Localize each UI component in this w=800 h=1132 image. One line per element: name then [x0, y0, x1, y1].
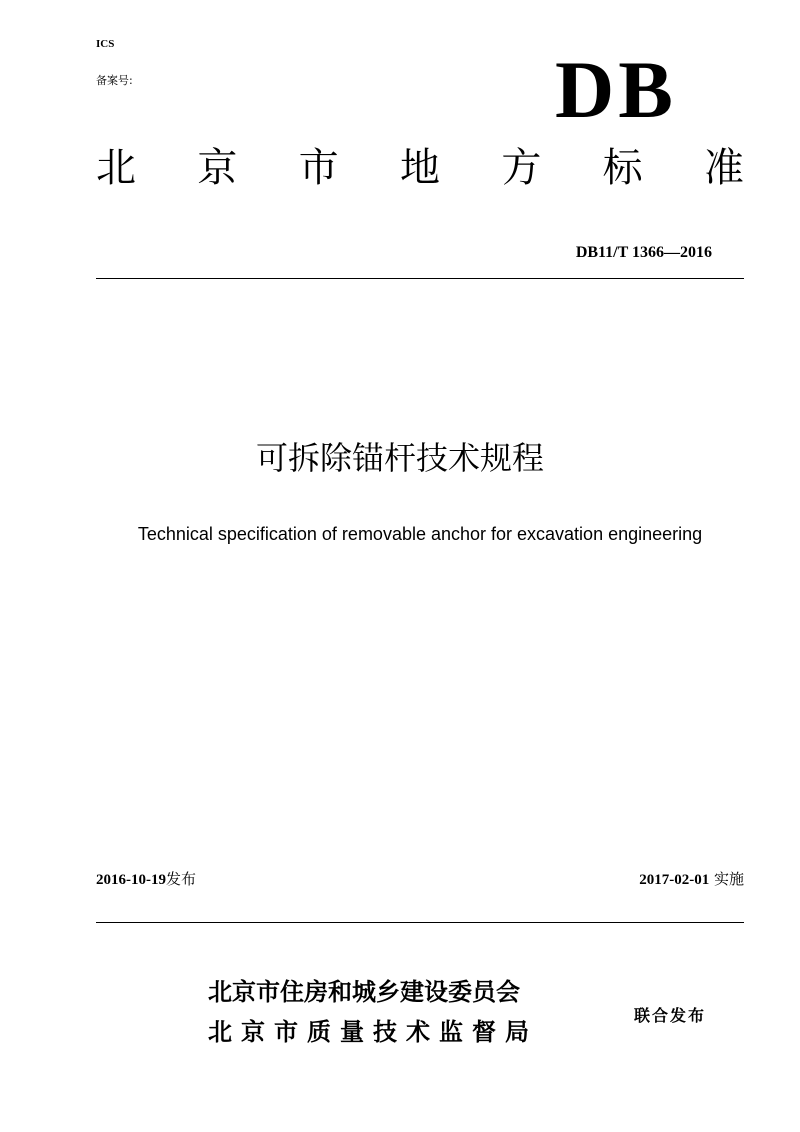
- standard-type-char: 市: [298, 145, 339, 191]
- standard-type-title: [96, 140, 744, 196]
- standard-number: DB11/T 1366—2016: [575, 244, 712, 261]
- document-title-zh: 可拆除锚杆技术规程: [255, 439, 544, 477]
- implement-date-line: [639, 868, 744, 889]
- document-title-en: Technical specification of removable anchor for excavation engineering: [137, 524, 703, 544]
- issue-date: 2016-10-19: [96, 872, 166, 888]
- implement-date: 2017-02-01: [639, 872, 710, 888]
- issuers-block: [208, 972, 538, 1052]
- bottom-divider: [96, 922, 744, 923]
- record-number-label: 备案号:: [96, 74, 133, 87]
- standard-type-char: 方: [501, 145, 542, 191]
- ics-label: ICS: [96, 38, 115, 50]
- top-divider: [96, 278, 744, 279]
- issuer-quality-bureau: 北京市质量技术监督局: [208, 1017, 538, 1046]
- standard-type-char: 准: [703, 145, 744, 191]
- issue-label: 发布: [166, 870, 197, 888]
- db-logo: DB: [555, 44, 677, 135]
- standard-type-char: 京: [197, 145, 238, 191]
- standard-type-char: 北: [96, 145, 136, 191]
- issue-date-line: [96, 868, 196, 889]
- standard-type-char: 标: [602, 145, 643, 191]
- issuer-housing-commission: 北京市住房和城乡建设委员会: [208, 977, 520, 1006]
- joint-issue-label: 联合发布: [634, 1006, 707, 1025]
- standard-type-char: 地: [399, 145, 440, 191]
- implement-label: 实施: [713, 870, 744, 888]
